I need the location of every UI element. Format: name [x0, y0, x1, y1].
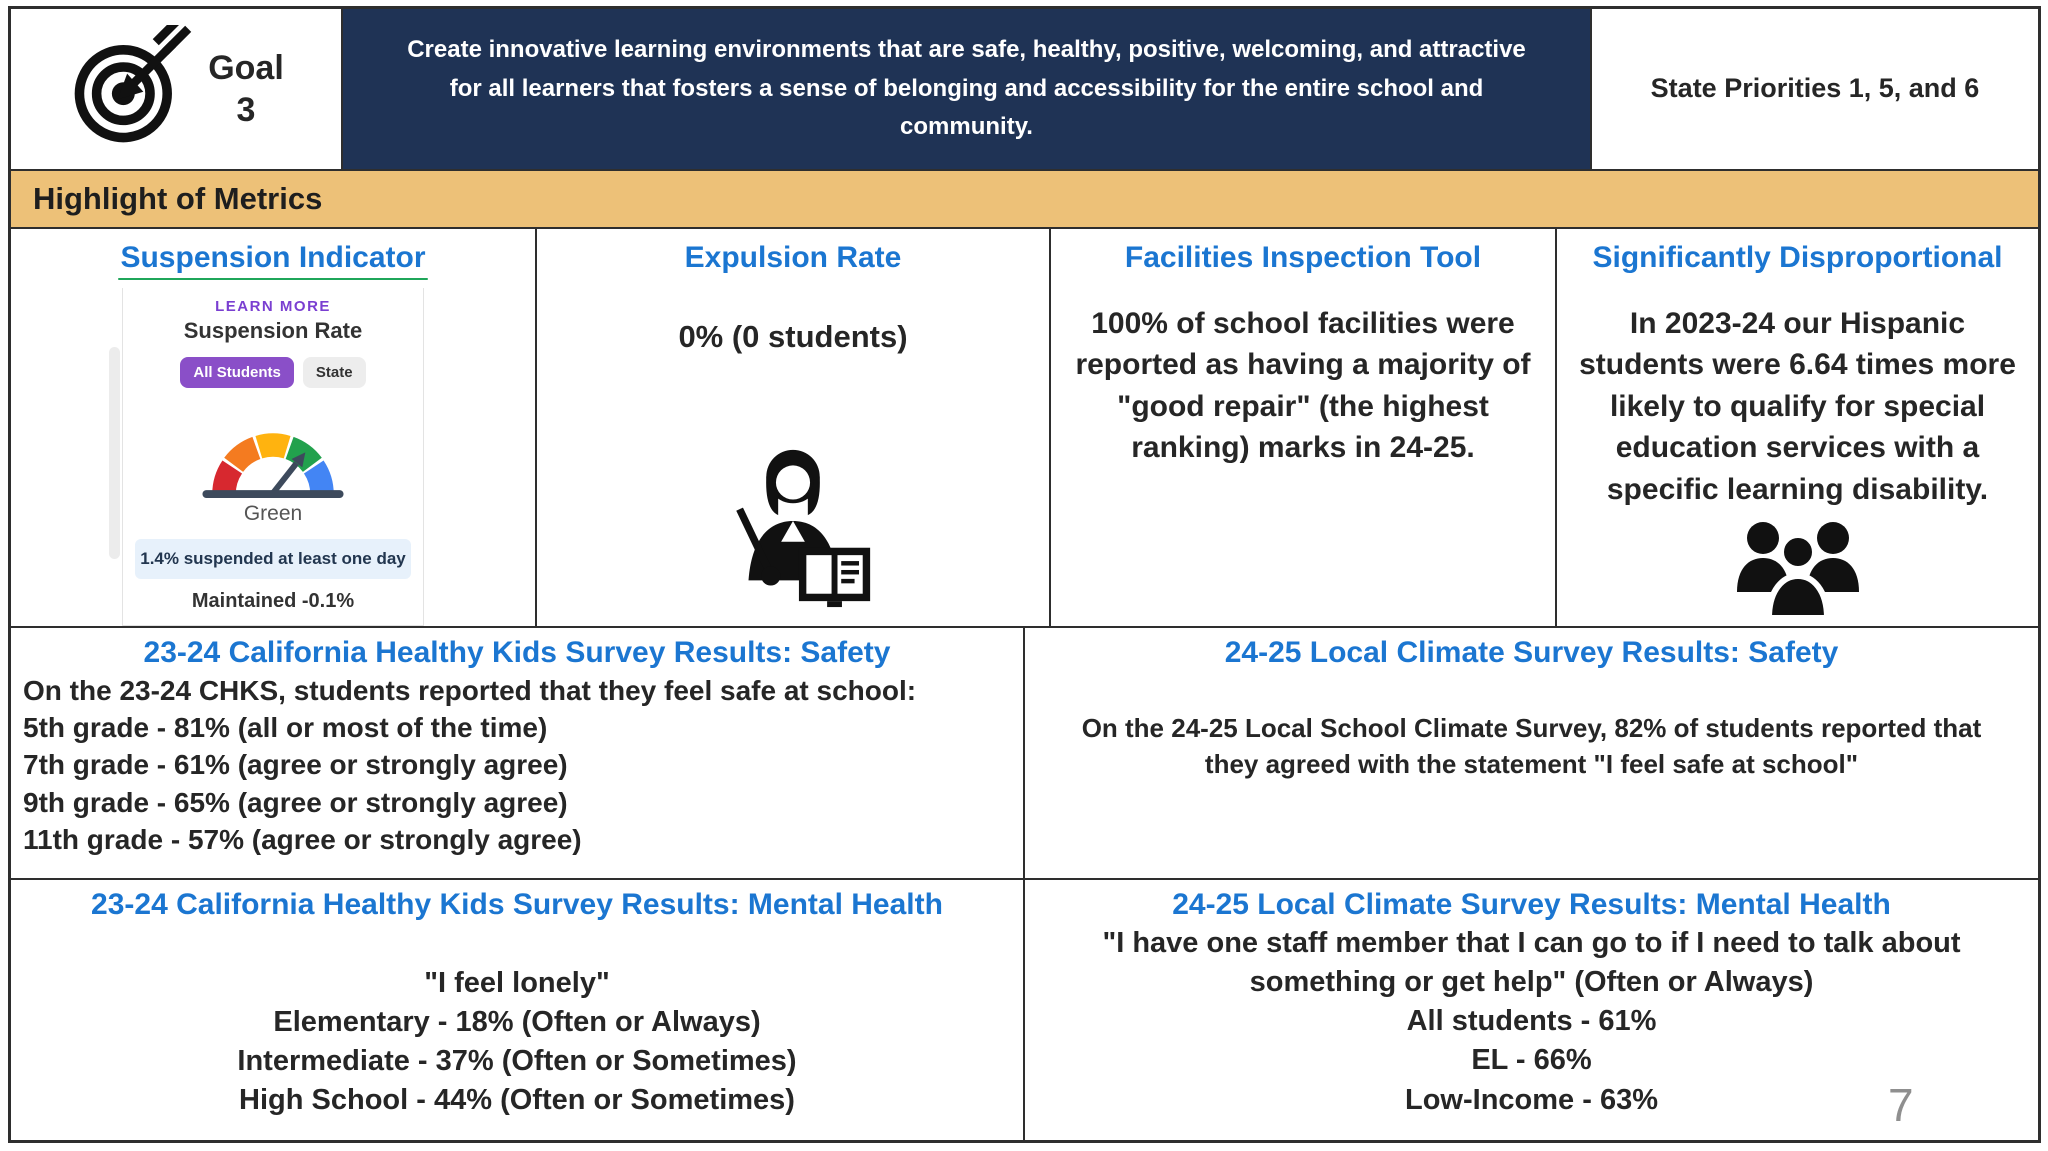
chks-mental-line: Intermediate - 37% (Often or Sometimes): [237, 1045, 797, 1078]
safety-row: [11, 628, 2038, 880]
chks-mental-line: Elementary - 18% (Often or Always): [273, 1006, 761, 1039]
mental-health-row: [11, 880, 2038, 1140]
climate-mental-title: 24-25 Local Climate Survey Results: Mental Health: [1172, 888, 1891, 921]
chks-mental-cell: [11, 880, 1025, 1140]
chks-mental-line: High School - 44% (Often or Sometimes): [239, 1084, 795, 1117]
group-icon: [1723, 510, 1873, 625]
chks-mental-title: 23-24 California Healthy Kids Survey Results: Mental Health: [91, 888, 943, 921]
climate-mental-cell: [1025, 880, 2038, 1140]
filter-pills: [131, 357, 415, 388]
learn-more-link[interactable]: LEARN MORE: [215, 298, 331, 315]
gauge-status-label: Green: [243, 502, 303, 525]
facilities-cell: [1051, 229, 1557, 626]
metrics-row: [11, 229, 2038, 628]
climate-mental-line: All students - 61%: [1406, 1005, 1657, 1038]
gauge-icon: [131, 396, 415, 500]
climate-safety-cell: [1025, 628, 2038, 878]
climate-safety-title: 24-25 Local Climate Survey Results: Safety: [1224, 636, 1839, 669]
climate-safety-body: On the 24-25 Local School Climate Survey, 82% of students reported that they agreed with the statement "I feel safe at school": [1081, 713, 1982, 780]
facilities-body: 100% of school facilities were reported as having a majority of "good repair" (the highest ranking) marks in 24-25.: [1075, 307, 1531, 465]
chks-mental-quote: "I feel lonely": [424, 967, 610, 999]
card-title: Suspension Rate: [183, 318, 363, 343]
chks-safety-line: 7th grade - 61% (agree or strongly agree): [23, 749, 568, 781]
climate-mental-line: Low-Income - 63%: [1405, 1083, 1658, 1116]
scrollbar[interactable]: [109, 347, 120, 559]
page-number: 7: [1888, 1079, 1914, 1131]
expulsion-value: 0% (0 students): [678, 319, 908, 354]
all-students-button[interactable]: All Students: [180, 357, 294, 388]
green-underline: [118, 278, 428, 280]
climate-mental-line: EL - 66%: [1471, 1044, 1592, 1077]
chks-safety-title: 23-24 California Healthy Kids Survey Results: Safety: [143, 636, 891, 669]
goal-label: Goal 3: [208, 48, 284, 129]
banner-line: for all learners that fosters a sense of belonging and accessibility for the entire school and: [449, 74, 1484, 102]
dashboard-card: [122, 288, 424, 626]
suspension-callout: 1.4% suspended at least one day: [135, 539, 411, 579]
expulsion-title: Expulsion Rate: [684, 241, 902, 274]
facilities-title: Facilities Inspection Tool: [1124, 241, 1482, 274]
chks-safety-line: 11th grade - 57% (agree or strongly agree): [23, 823, 582, 855]
goal-description-banner: [343, 9, 1592, 169]
section-bar: [11, 171, 2038, 229]
expulsion-cell: [537, 229, 1051, 626]
disproportional-body: In 2023-24 our Hispanic students were 6.64 times more likely to qualify for special education services with a specific learning disability.: [1579, 307, 2016, 506]
state-priorities: State Priorities 1, 5, and 6: [1650, 73, 1980, 104]
suspension-cell: [11, 229, 537, 626]
chks-safety-line: 5th grade - 81% (all or most of the time): [23, 712, 548, 744]
chks-safety-intro: On the 23-24 CHKS, students reported that they feel safe at school:: [23, 675, 917, 706]
teacher-icon: [704, 435, 882, 618]
banner-line: community.: [900, 113, 1033, 141]
state-button[interactable]: State: [303, 357, 366, 388]
goal-cell: [11, 9, 343, 169]
suspension-change: Maintained -0.1%: [191, 590, 355, 612]
climate-mental-quote: "I have one staff member that I can go to if I need to talk about something or get help" (Often or Always): [1102, 927, 1961, 999]
suspension-title: Suspension Indicator: [120, 241, 426, 274]
disproportional-cell: [1557, 229, 2038, 626]
banner-line: Create innovative learning environments that are safe, healthy, positive, welcoming, and attractive: [407, 35, 1526, 63]
header-row: [11, 9, 2038, 171]
section-title: Highlight of Metrics: [33, 181, 323, 216]
disproportional-title: Significantly Disproportional: [1592, 241, 2003, 274]
chks-safety-cell: [11, 628, 1025, 878]
target-icon: [68, 25, 192, 154]
chks-safety-line: 9th grade - 65% (agree or strongly agree): [23, 786, 568, 818]
metrics-table: [8, 6, 2041, 1143]
